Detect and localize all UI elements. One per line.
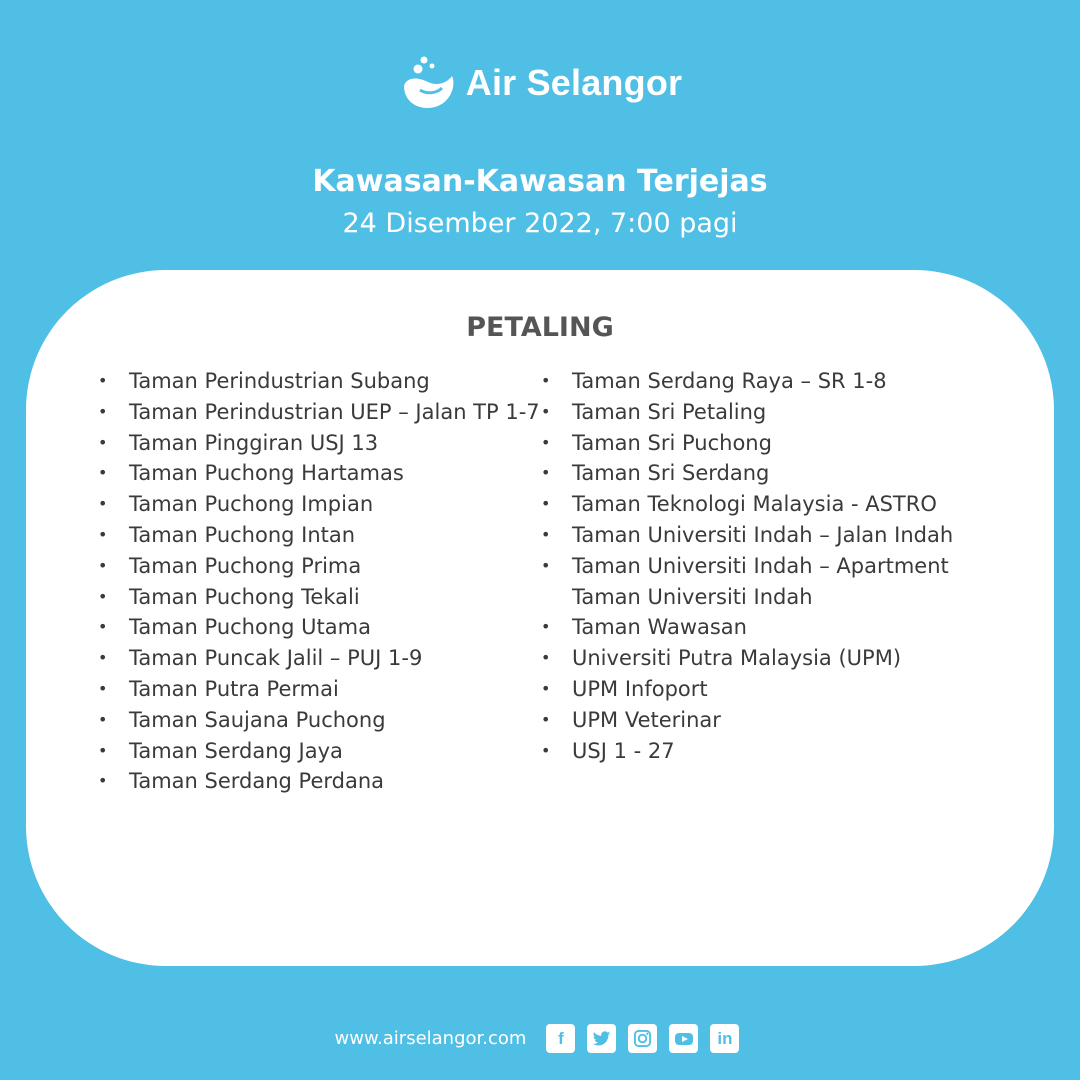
region-heading: PETALING [466, 312, 614, 343]
brand-logo [0, 52, 1080, 114]
area-name: Taman Serdang Perdana [129, 769, 385, 794]
bullet-icon: • [541, 709, 551, 729]
social-links [540, 1024, 745, 1053]
bullet-icon: • [98, 494, 108, 514]
bullet-icon: • [541, 371, 551, 390]
footer [0, 1024, 1080, 1053]
area-list-item [539, 366, 1019, 397]
bullet-icon: • [541, 648, 551, 668]
bullet-icon: • [541, 463, 551, 483]
area-name: Taman Sri Puchong [572, 430, 772, 455]
area-name: Taman Universiti Indah [572, 584, 813, 609]
instagram-icon[interactable] [628, 1024, 657, 1053]
area-list-left [96, 366, 540, 797]
area-name: Taman Teknologi Malaysia - ASTRO [572, 492, 937, 517]
linkedin-icon[interactable]: in [710, 1024, 739, 1053]
area-name: UPM Veterinar [572, 707, 721, 732]
website-link[interactable]: www.airselangor.com [334, 1028, 527, 1049]
area-name: Taman Puchong Intan [129, 522, 356, 547]
area-list-item [539, 397, 1019, 428]
bullet-icon: • [98, 678, 108, 698]
bullet-icon: • [541, 678, 551, 698]
area-list-item [96, 736, 536, 767]
area-name: Taman Serdang Raya – SR 1-8 [572, 369, 887, 393]
water-drop-logo-icon [398, 52, 460, 114]
affected-areas-card [26, 270, 1054, 966]
area-name: Taman Puchong Utama [129, 615, 371, 640]
area-name: Taman Puchong Hartamas [129, 461, 404, 486]
area-name: Taman Universiti Indah – Apartment [572, 553, 949, 578]
area-list-item [96, 458, 536, 489]
bullet-icon: • [98, 586, 108, 606]
area-name: Universiti Putra Malaysia (UPM) [572, 646, 902, 671]
youtube-icon[interactable] [669, 1024, 698, 1053]
area-list-item [96, 428, 536, 459]
bullet-icon: • [541, 432, 551, 452]
bullet-icon: • [541, 740, 551, 760]
bullet-icon: • [98, 401, 108, 421]
area-list-item [539, 643, 1019, 674]
brand-name: Air Selangor [465, 62, 683, 103]
bullet-icon: • [98, 463, 108, 483]
area-list-item [539, 458, 1019, 489]
bullet-icon: • [98, 524, 108, 544]
area-list-item [539, 736, 1019, 767]
bullet-icon: • [98, 617, 108, 637]
area-list-item [96, 766, 536, 797]
area-list-item [539, 582, 1019, 613]
area-list-item [96, 674, 536, 705]
bullet-icon: • [98, 432, 108, 452]
bullet-icon: • [98, 648, 108, 668]
area-list-item [96, 551, 536, 582]
area-list-right [539, 366, 1019, 766]
area-name: Taman Sri Petaling [572, 399, 767, 424]
area-name: Taman Puncak Jalil – PUJ 1-9 [129, 646, 423, 671]
area-name: Taman Puchong Prima [129, 553, 362, 578]
area-name: Taman Universiti Indah – Jalan Indah [572, 522, 954, 547]
area-name: UPM Infoport [572, 676, 708, 701]
area-list-item [539, 612, 1019, 643]
area-list-item [96, 612, 536, 643]
area-name: Taman Puchong Tekali [129, 584, 360, 609]
area-list-item [96, 643, 536, 674]
area-list-item [96, 520, 536, 551]
area-list-item [96, 582, 536, 613]
area-list-item [539, 705, 1019, 736]
area-name: Taman Puchong Impian [129, 492, 374, 517]
area-name: Taman Saujana Puchong [129, 707, 386, 732]
area-list-item [539, 674, 1019, 705]
area-name: Taman Sri Serdang [572, 461, 770, 486]
bullet-icon: • [541, 494, 551, 514]
bullet-icon: • [98, 555, 108, 575]
bullet-icon: • [98, 709, 108, 729]
area-list-item [539, 551, 1019, 582]
bullet-icon: • [541, 401, 551, 421]
area-list-item [96, 366, 536, 397]
area-name: Taman Putra Permai [129, 676, 339, 701]
area-list-item [539, 520, 1019, 551]
twitter-icon[interactable] [587, 1024, 616, 1053]
date-time: 24 Disember 2022, 7:00 pagi [342, 208, 738, 239]
area-list-item [96, 489, 536, 520]
area-list-item [96, 397, 540, 428]
area-list-item [539, 428, 1019, 459]
bullet-icon: • [98, 371, 108, 390]
area-list-item [539, 489, 1019, 520]
bullet-icon: • [541, 555, 551, 575]
area-name: Taman Serdang Jaya [129, 738, 343, 763]
area-name: Taman Perindustrian UEP – Jalan TP 1-7 [129, 399, 540, 424]
bullet-icon: • [98, 740, 108, 760]
page-title: Kawasan-Kawasan Terjejas [312, 164, 768, 199]
area-name: Taman Pinggiran USJ 13 [129, 430, 379, 455]
area-list-item [96, 705, 536, 736]
area-name: Taman Wawasan [572, 615, 747, 640]
bullet-icon: • [541, 524, 551, 544]
area-name: Taman Perindustrian Subang [129, 369, 430, 393]
bullet-icon: • [541, 617, 551, 637]
facebook-icon[interactable]: f [546, 1024, 575, 1053]
area-name: USJ 1 - 27 [572, 738, 675, 763]
bullet-icon: • [98, 771, 108, 791]
